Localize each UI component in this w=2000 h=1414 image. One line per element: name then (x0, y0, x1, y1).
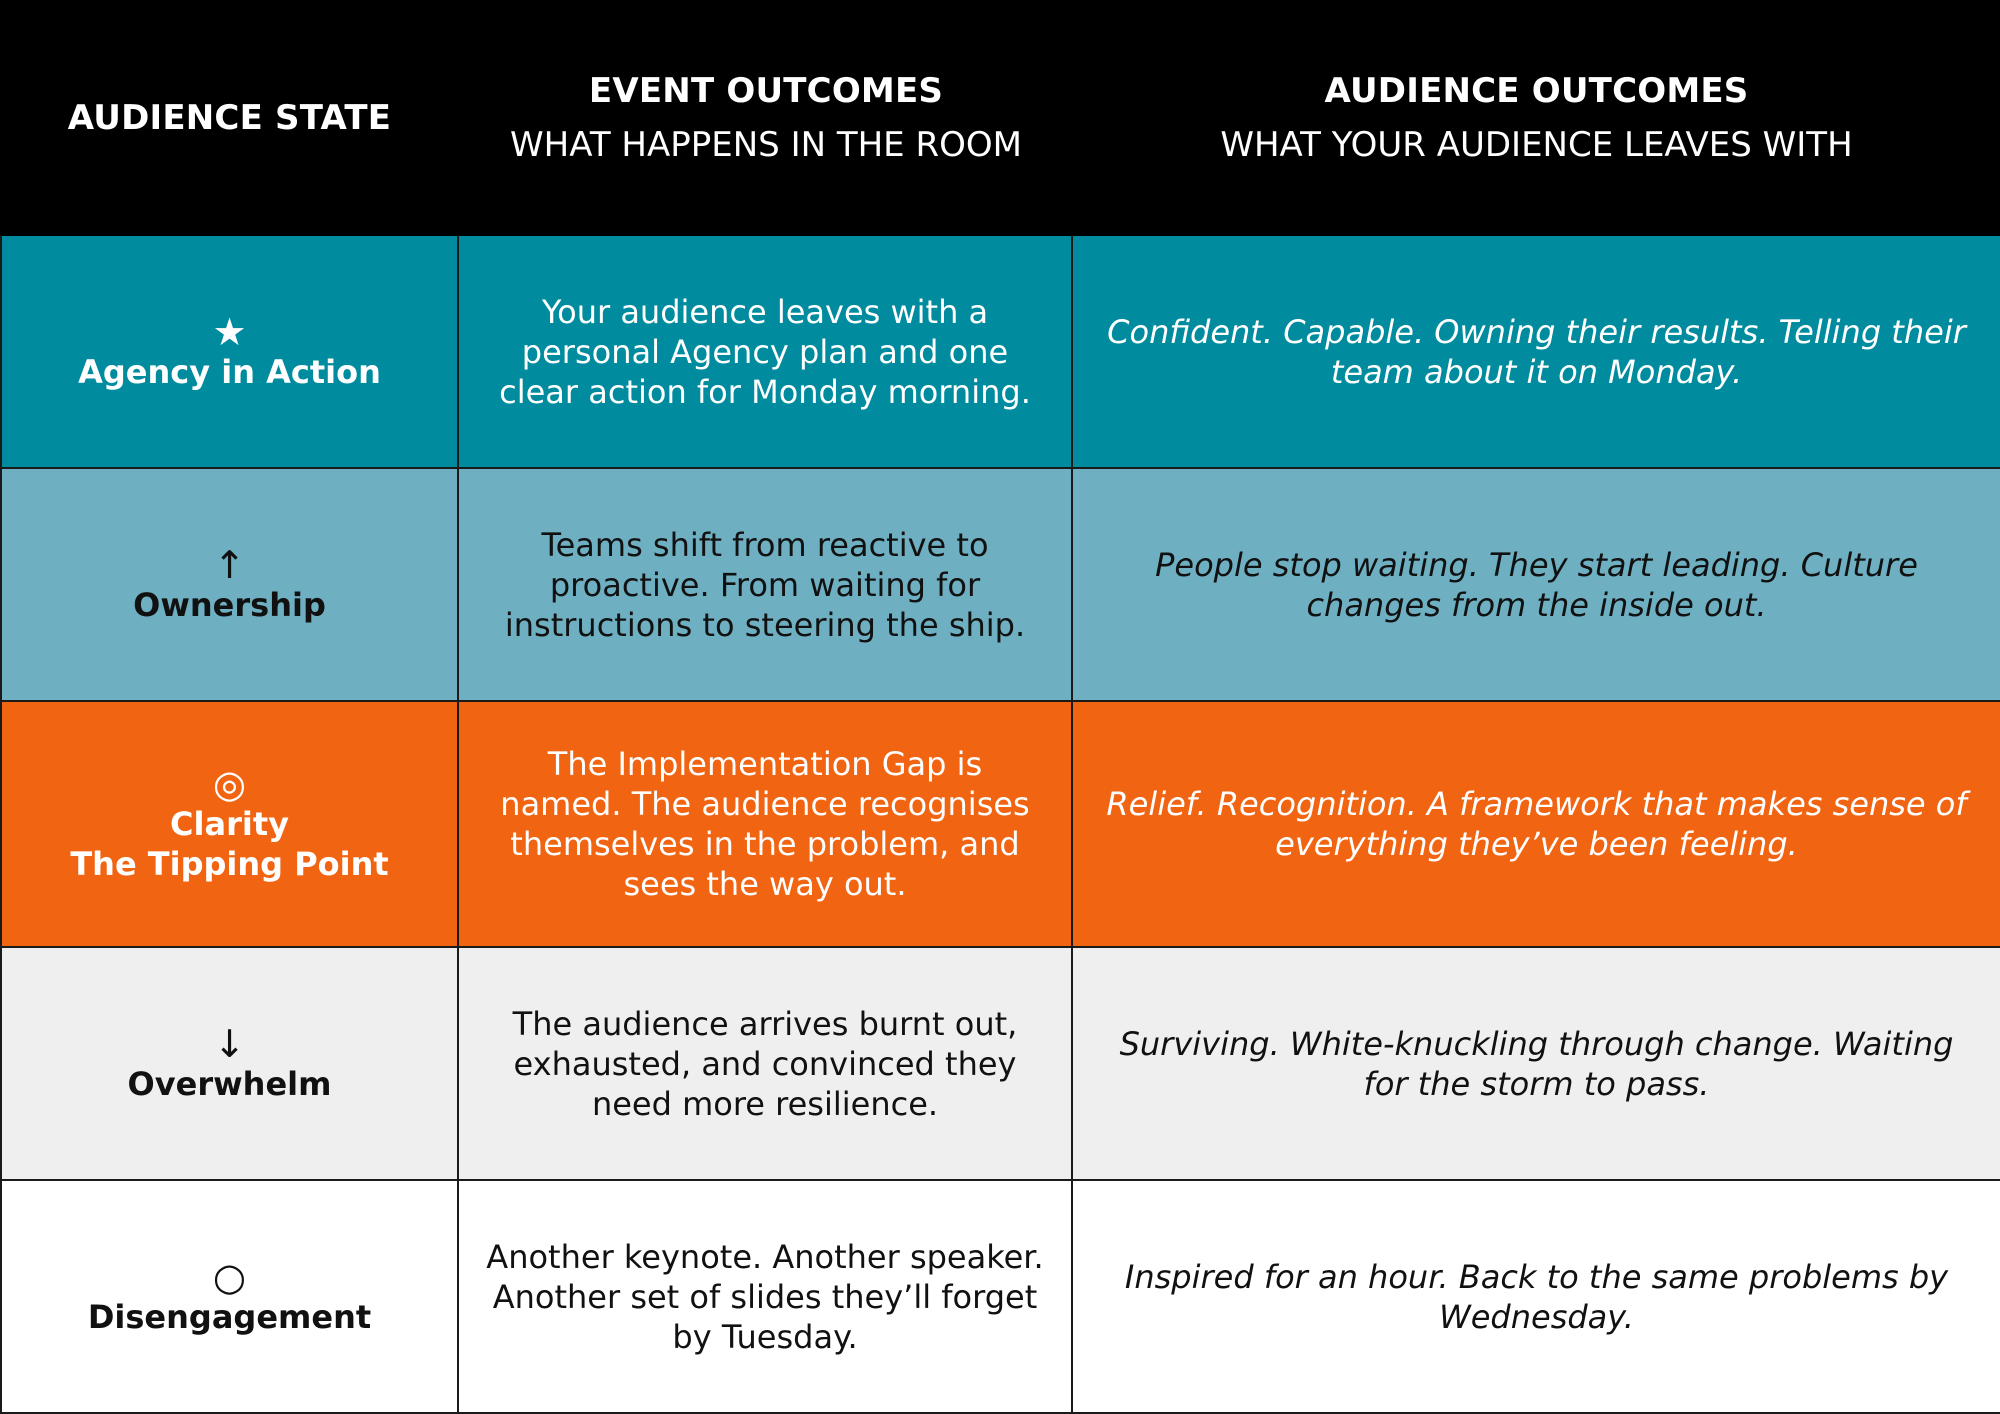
header-event-outcomes (459, 0, 1073, 236)
audience-cell-overwhelm (1073, 948, 2000, 1181)
header-audience-outcomes-subtitle: WHAT YOUR AUDIENCE LEAVES WITH (1220, 125, 1853, 165)
event-outcome-text: Teams shift from reactive to proactive. From waiting for instructions to steering the ship. (504, 525, 1026, 644)
state-cell-overwhelm (0, 948, 459, 1181)
event-cell-ownership (459, 469, 1073, 702)
audience-cell-disengagement (1073, 1181, 2000, 1414)
header-audience-outcomes (1073, 0, 2000, 236)
state-name: Agency in Action (78, 352, 381, 391)
audience-cell-agency (1073, 236, 2000, 469)
audience-outcome-text: Inspired for an hour. Back to the same problems by Wednesday. (1124, 1257, 1949, 1336)
state-subtitle: The Tipping Point (70, 845, 389, 883)
state-cell-disengagement (0, 1181, 459, 1414)
audience-outcome-text: Surviving. White-knuckling through change. Waiting for the storm to pass. (1119, 1024, 1954, 1103)
state-cell-ownership (0, 469, 459, 702)
state-cell-agency (0, 236, 459, 469)
event-outcome-text: Your audience leaves with a personal Agency plan and one clear action for Monday morning. (499, 292, 1031, 411)
header-audience-state (0, 0, 459, 236)
state-name: Disengagement (87, 1297, 372, 1336)
header-audience-outcomes-title: AUDIENCE OUTCOMES (1324, 71, 1749, 111)
state-name: Overwhelm (127, 1064, 332, 1103)
state-cell-clarity (0, 702, 459, 948)
arrow-up-icon: ↑ (213, 542, 246, 587)
header-audience-state-title: AUDIENCE STATE (67, 98, 392, 138)
star-icon: ★ (212, 309, 247, 354)
header-event-outcomes-subtitle: WHAT HAPPENS IN THE ROOM (510, 125, 1022, 165)
audience-outcome-text: People stop waiting. They start leading. Culture changes from the inside out. (1155, 545, 1918, 624)
audience-cell-clarity (1073, 702, 2000, 948)
arrow-down-icon: ↓ (213, 1021, 246, 1066)
bullseye-icon: ◎ (212, 762, 247, 806)
event-outcome-text: The Implementation Gap is named. The audience recognises themselves in the problem, and sees the way out. (500, 745, 1030, 903)
event-cell-clarity (459, 702, 1073, 948)
header-event-outcomes-title: EVENT OUTCOMES (588, 71, 944, 111)
circle-icon: ○ (212, 1254, 247, 1299)
state-name: Ownership (133, 585, 326, 624)
state-name: Clarity (170, 805, 289, 843)
event-cell-overwhelm (459, 948, 1073, 1181)
audience-outcome-text: Confident. Capable. Owning their results. Telling their team about it on Monday. (1107, 312, 1966, 391)
event-outcome-text: The audience arrives burnt out, exhausted, and convinced they need more resilience. (512, 1004, 1018, 1123)
audience-cell-ownership (1073, 469, 2000, 702)
event-cell-disengagement (459, 1181, 1073, 1414)
audience-outcome-text: Relief. Recognition. A framework that makes sense of everything they’ve been feeling. (1106, 785, 1967, 863)
event-cell-agency (459, 236, 1073, 469)
event-outcome-text: Another keynote. Another speaker. Another set of slides they’ll forget by Tuesday. (486, 1237, 1044, 1356)
